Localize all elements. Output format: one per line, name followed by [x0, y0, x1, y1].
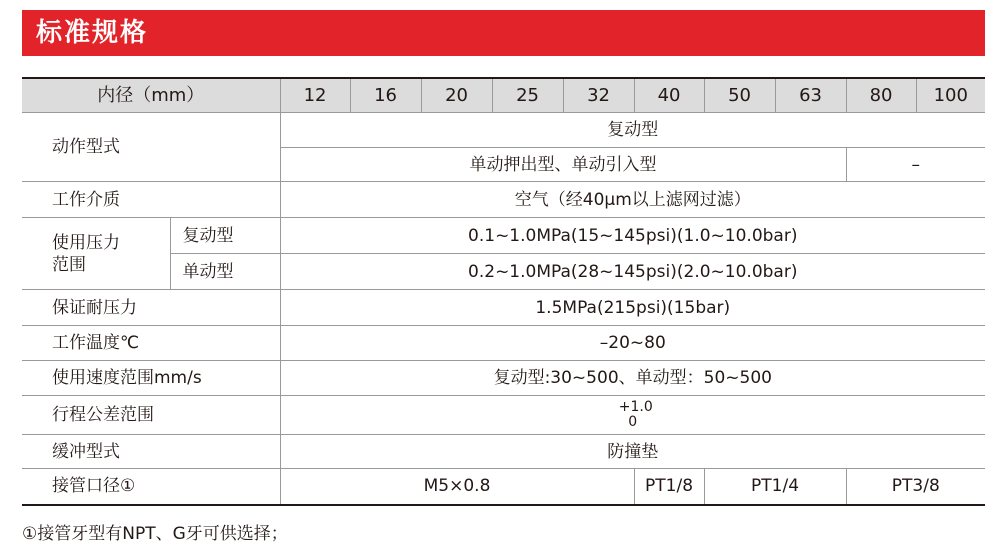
table-row [22, 218, 985, 254]
section-header [22, 10, 985, 56]
footnote: ①接管牙型有NPT、G牙可供选择； [22, 524, 288, 544]
table-row [22, 326, 985, 361]
pressure-double-value: 0.1~1.0MPa(15~145psi)(1.0~10.0bar) [280, 218, 985, 254]
action-single-na: – [846, 148, 985, 182]
proof-value: 1.5MPa(215psi)(15bar) [280, 290, 985, 326]
spec-table [22, 77, 985, 506]
stroke-tolerance-label: 行程公差范围 [22, 396, 280, 435]
port-label: 接管口径① [22, 469, 280, 505]
action-label: 动作型式 [22, 113, 280, 182]
bore-cell: 40 [634, 78, 704, 113]
port-pt14: PT1/4 [704, 469, 846, 505]
bore-cell: 80 [846, 78, 916, 113]
action-double-value: 复动型 [280, 113, 985, 148]
speed-label: 使用速度范围mm/s [22, 361, 280, 396]
proof-label: 保证耐压力 [22, 290, 280, 326]
bore-cell: 16 [350, 78, 421, 113]
pressure-label [22, 218, 170, 290]
cushion-value: 防撞垫 [280, 435, 985, 469]
table-row [22, 396, 985, 435]
table-row [22, 113, 985, 148]
temperature-value: –20~80 [280, 326, 985, 361]
bore-cell: 63 [775, 78, 846, 113]
port-pt18: PT1/8 [634, 469, 704, 505]
tolerance-lower: 0 [628, 414, 638, 430]
temperature-label: 工作温度℃ [22, 326, 280, 361]
action-single-value: 单动押出型、单动引入型 [280, 148, 846, 182]
table-header-row [22, 78, 985, 113]
port-pt38: PT3/8 [846, 469, 985, 505]
pressure-double-label: 复动型 [170, 218, 280, 254]
medium-value: 空气（经40μm以上滤网过滤） [280, 182, 985, 218]
stroke-tolerance-value [280, 396, 985, 435]
speed-value: 复动型:30~500、单动型：50~500 [280, 361, 985, 396]
table-row [22, 361, 985, 396]
table-row [22, 290, 985, 326]
table-row [22, 469, 985, 505]
bore-cell: 50 [704, 78, 775, 113]
pressure-single-label: 单动型 [170, 254, 280, 290]
bore-cell: 100 [916, 78, 985, 113]
pressure-label-text: 使用压力范围 [52, 232, 120, 275]
bore-label: 内径（mm） [22, 78, 280, 113]
pressure-single-value: 0.2~1.0MPa(28~145psi)(2.0~10.0bar) [280, 254, 985, 290]
bore-cell: 12 [280, 78, 350, 113]
bore-cell: 32 [563, 78, 634, 113]
port-m5: M5×0.8 [280, 469, 634, 505]
bore-cell: 20 [421, 78, 492, 113]
medium-label: 工作介质 [22, 182, 280, 218]
bore-cell: 25 [492, 78, 563, 113]
cushion-label: 缓冲型式 [22, 435, 280, 469]
tolerance-upper: +1.0 [618, 399, 653, 415]
section-title: 标准规格 [36, 18, 149, 48]
tolerance-stack [613, 400, 653, 430]
table-row [22, 182, 985, 218]
table-row [22, 435, 985, 469]
